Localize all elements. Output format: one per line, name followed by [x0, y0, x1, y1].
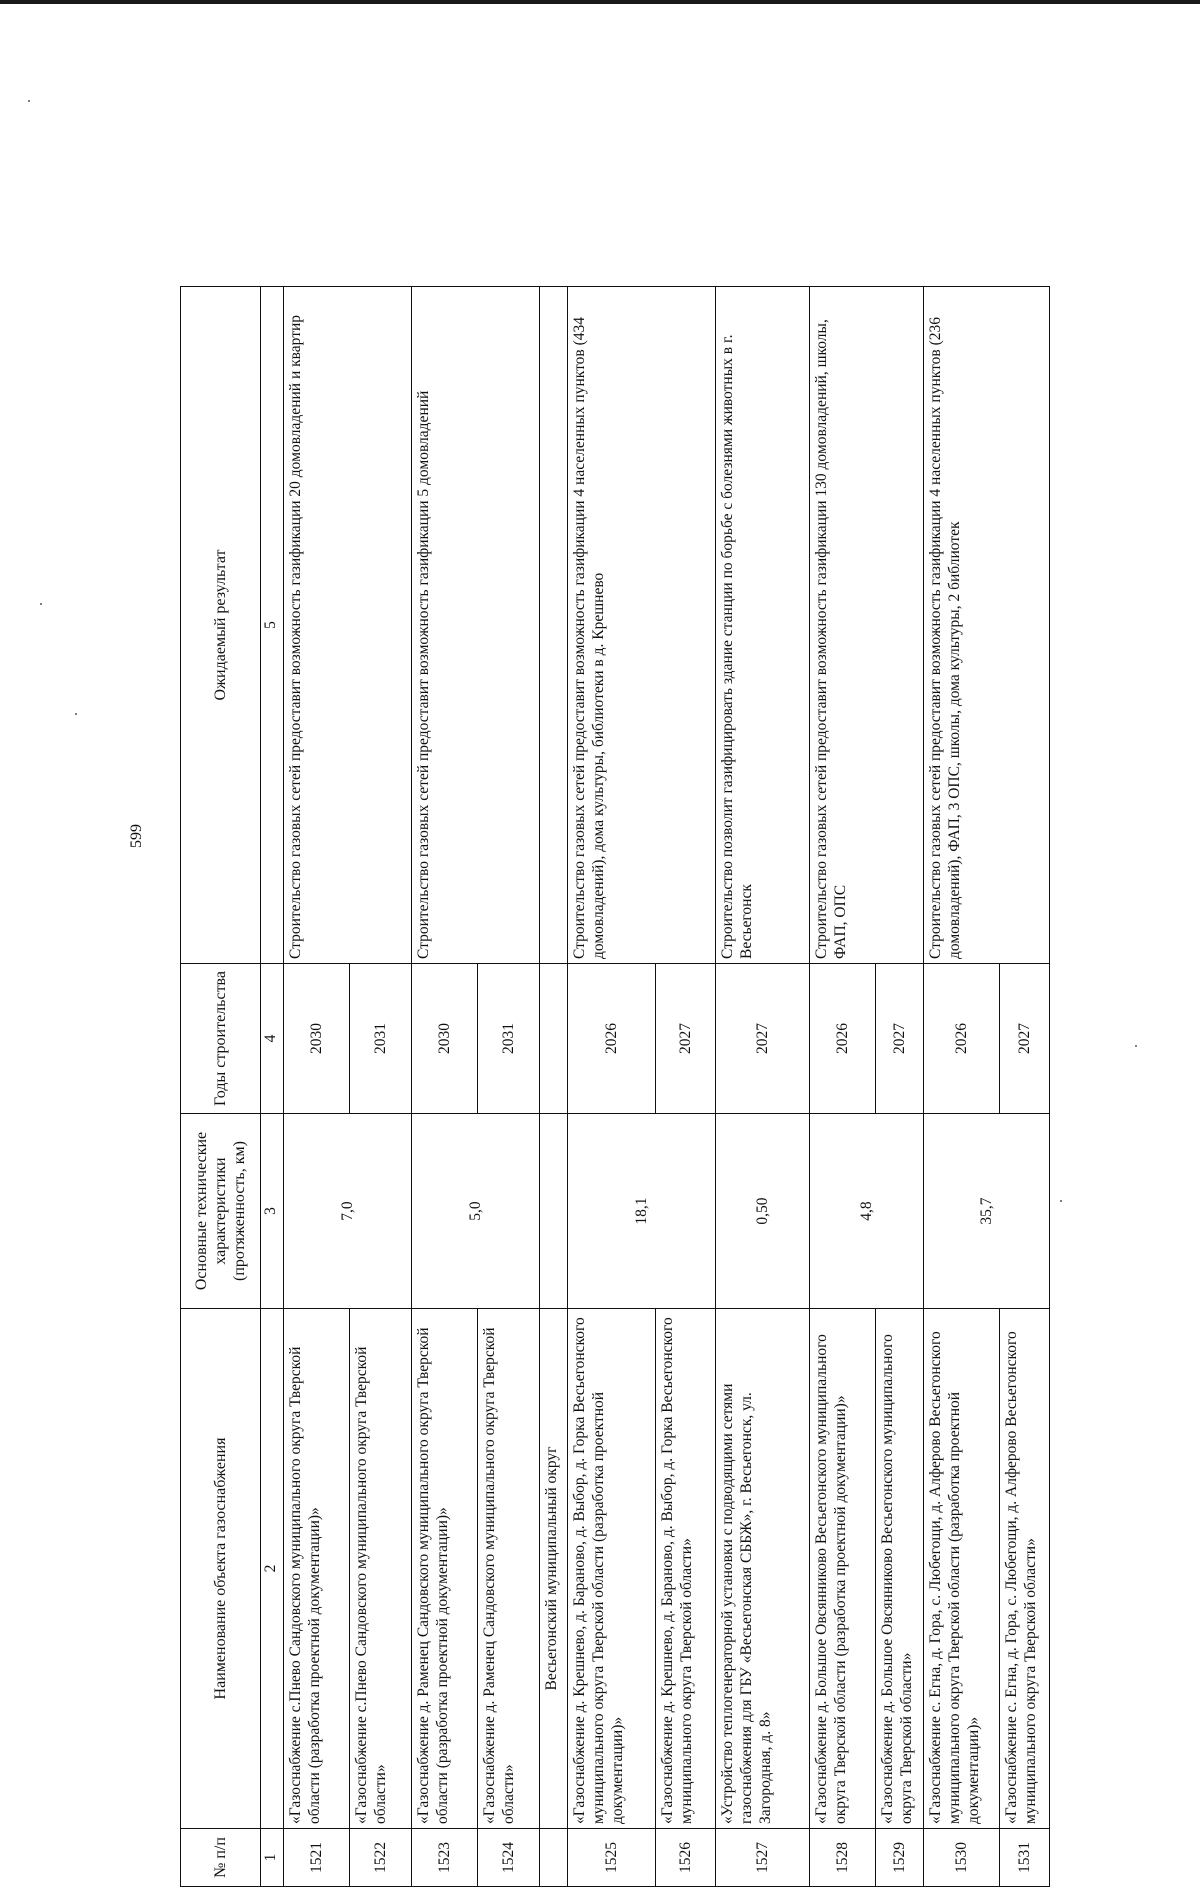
header-col-number: № п/п — [181, 1829, 261, 1887]
object-name: «Газоснабжение д. Крешнево, д. Бараново, д. Выбор, д. Горка Весьегонского муниципального округа Тверской области» — [656, 1309, 716, 1829]
construction-year: 2031 — [350, 964, 412, 1114]
length-km: 0,50 — [716, 1114, 810, 1309]
row-number: 1525 — [568, 1829, 656, 1887]
header-col-length: Основные технические характеристики (протяженность, км) — [181, 1114, 261, 1309]
construction-year: 2027 — [656, 964, 716, 1114]
object-name: «Газоснабжение с. Егна, д. Гора, с. Любегощи, д. Алферово Весьегонского муниципального округа Тверской области (разработка проектной документации)» — [924, 1309, 1000, 1829]
object-name: «Газоснабжение с.Пнево Сандовского муниципального округа Тверской области» — [350, 1309, 412, 1829]
table-row — [568, 287, 656, 1887]
object-name: «Газоснабжение д. Большое Овсянниково Весьегонского муниципального округа Тверской области (разработка проектной документации)» — [810, 1309, 876, 1829]
construction-year: 2030 — [412, 964, 478, 1114]
gas-supply-table — [180, 286, 1050, 1887]
object-name: «Газоснабжение д. Крешнево, д. Бараново, д. Выбор, д. Горка Весьегонского муниципального округа Тверской области (разработка проектной документации)» — [568, 1309, 656, 1829]
table-row — [924, 287, 1000, 1887]
length-km: 5,0 — [412, 1114, 540, 1309]
construction-year: 2027 — [1000, 964, 1050, 1114]
col-number: 3 — [261, 1114, 284, 1309]
expected-result: Строительство газовых сетей предоставит возможность газификации 130 домовладений, школы, ФАП, ОПС — [810, 287, 924, 964]
expected-result: Строительство газовых сетей предоставит возможность газификации 4 населенных пунктов (236 домовладений), ФАП, 3 ОПС, школы, дома культуры, 2 библиотек — [924, 287, 1050, 964]
scan-edge — [0, 0, 1200, 4]
length-km: 35,7 — [924, 1114, 1050, 1309]
rotated-page-content — [180, 287, 1200, 1887]
object-name: «Газоснабжение д. Раменец Сандовского муниципального округа Тверской области (разработка проектной документации)» — [412, 1309, 478, 1829]
scan-speck — [75, 713, 77, 715]
header-col-years: Годы строительства — [181, 964, 261, 1114]
construction-year: 2027 — [876, 964, 924, 1114]
col-number: 5 — [261, 287, 284, 964]
construction-year: 2031 — [478, 964, 540, 1114]
length-km: 18,1 — [568, 1114, 716, 1309]
row-number: 1527 — [716, 1829, 810, 1887]
row-number: 1521 — [284, 1829, 350, 1887]
scan-speck — [28, 100, 30, 102]
scan-speck — [40, 603, 42, 605]
expected-result: Строительство газовых сетей предоставит возможность газификации 5 домовладений — [412, 287, 540, 964]
object-name: «Газоснабжение д. Раменец Сандовского муниципального округа Тверской области» — [478, 1309, 540, 1829]
row-number: 1524 — [478, 1829, 540, 1887]
row-number: 1522 — [350, 1829, 412, 1887]
table-row — [810, 287, 876, 1887]
expected-result: Строительство газовых сетей предоставит возможность газификации 20 домовладений и квартир — [284, 287, 412, 964]
object-name: «Газоснабжение д. Большое Овсянниково Весьегонского муниципального округа Тверской области» — [876, 1309, 924, 1829]
object-name: «Газоснабжение с. Егна, д. Гора, с. Любегощи, д. Алферово Весьегонского муниципального округа Тверской области» — [1000, 1309, 1050, 1829]
page-number: 599 — [128, 824, 145, 848]
section-row — [540, 287, 568, 1887]
expected-result: Строительство позволит газифицировать здание станции по борьбе с болезнями животных в г. Весьегонск — [716, 287, 810, 964]
col-number: 2 — [261, 1309, 284, 1829]
object-name: «Устройство теплогенераторной установки с подводящими сетями газоснабжения для ГБУ «Весьегонская СББЖ», г. Весьегонск, ул. Загородная, д. 8» — [716, 1309, 810, 1829]
row-number: 1526 — [656, 1829, 716, 1887]
table-row — [412, 287, 478, 1887]
column-number-row — [261, 287, 284, 1887]
table-header-row — [181, 287, 261, 1887]
construction-year: 2026 — [924, 964, 1000, 1114]
construction-year: 2027 — [716, 964, 810, 1114]
construction-year: 2026 — [810, 964, 876, 1114]
scan-speck — [1135, 1045, 1137, 1047]
length-km: 4,8 — [810, 1114, 924, 1309]
construction-year: 2026 — [568, 964, 656, 1114]
header-col-result: Ожидаемый результат — [181, 287, 261, 964]
table-row — [716, 287, 810, 1887]
row-number: 1529 — [876, 1829, 924, 1887]
col-number: 1 — [261, 1829, 284, 1887]
header-col-name: Наименование объекта газоснабжения — [181, 1309, 261, 1829]
section-title: Весьегонский муниципальный округ — [540, 1309, 568, 1829]
row-number: 1523 — [412, 1829, 478, 1887]
object-name: «Газоснабжение с.Пнево Сандовского муниципального округа Тверской области (разработка проектной документации)» — [284, 1309, 350, 1829]
row-number: 1530 — [924, 1829, 1000, 1887]
length-km: 7,0 — [284, 1114, 412, 1309]
col-number: 4 — [261, 964, 284, 1114]
row-number: 1531 — [1000, 1829, 1050, 1887]
construction-year: 2030 — [284, 964, 350, 1114]
table-row — [284, 287, 350, 1887]
scan-speck — [1060, 1200, 1062, 1202]
expected-result: Строительство газовых сетей предоставит возможность газификации 4 населенных пунктов (434 домовладений), дома культуры, библиотеки в д. Крешнево — [568, 287, 716, 964]
row-number: 1528 — [810, 1829, 876, 1887]
